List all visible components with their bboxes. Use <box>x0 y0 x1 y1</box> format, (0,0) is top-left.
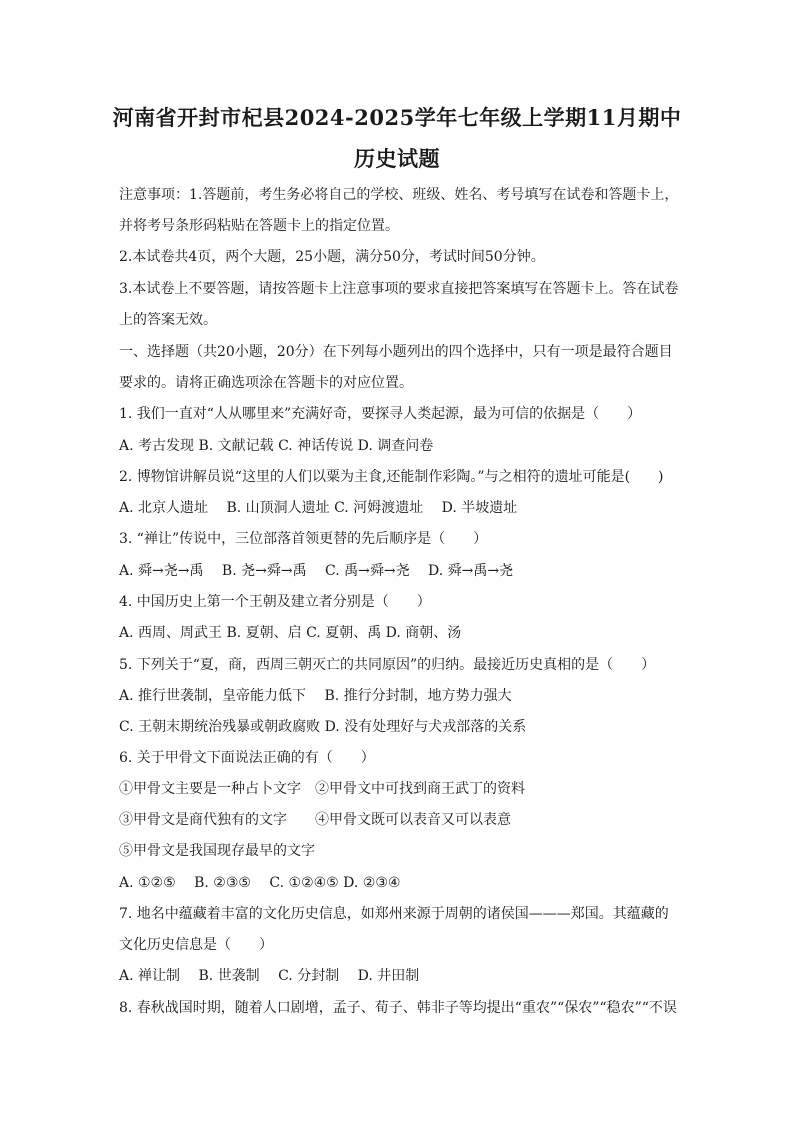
exam-title: 河南省开封市杞县2024-2025学年七年级上学期11月期中 <box>112 105 682 130</box>
notice-line-5: 上的答案无效。 <box>119 312 217 328</box>
exam-subtitle: 历史试题 <box>354 146 440 171</box>
notice-line-1: 注意事项：1.答题前，考生务必将自己的学校、班级、姓名、考号填写在试卷和答题卡上， <box>119 187 679 203</box>
question-1-options: A. 考古发现 B. 文献记载 C. 神话传说 D. 调查问卷 <box>119 438 434 454</box>
question-7-line-1: 7. 地名中蕴藏着丰富的文化历史信息，如郑州来源于周朝的诸侯国———郑国。其蕴藏的 <box>119 906 669 922</box>
question-6-statement-5: ⑤甲骨文是我国现存最早的文字 <box>119 843 315 859</box>
question-2-options: A. 北京人遗址 B. 山顶洞人遗址 C. 河姆渡遗址 D. 半坡遗址 <box>119 500 518 516</box>
question-3: 3. “禅让”传说中，三位部落首领更替的先后顺序是（ ） <box>119 531 488 547</box>
question-5-options-ab: A. 推行世袭制，皇帝能力低下 B. 推行分封制，地方势力强大 <box>119 688 512 704</box>
question-5: 5. 下列关于“夏，商，西周三朝灭亡的共同原因”的归纳。最接近历史真相的是（ ） <box>119 657 656 673</box>
question-6: 6. 关于甲骨文下面说法正确的有（ ） <box>119 750 375 766</box>
question-8-line-1: 8. 春秋战国时期，随着人口剧增，孟子、荀子、韩非子等均提出“重农”“保农”“稳农”“不误 <box>119 1000 677 1016</box>
section-heading-line-2: 要求的。请将正确选项涂在答题卡的对应位置。 <box>119 375 413 391</box>
question-6-statement-34: ③甲骨文是商代独有的文字 ④甲骨文既可以表音又可以表意 <box>119 812 511 828</box>
question-4: 4. 中国历史上第一个王朝及建立者分别是（ ） <box>119 594 431 610</box>
question-1: 1. 我们一直对“人从哪里来”充满好奇，要探寻人类起源，最为可信的依据是（ ） <box>119 406 642 422</box>
question-6-options: A. ①②⑤ B. ②③⑤ C. ①②④⑤ D. ②③④ <box>119 875 401 891</box>
question-7-line-2: 文化历史信息是（ ） <box>119 937 273 953</box>
question-7-options: A. 禅让制 B. 世袭制 C. 分封制 D. 井田制 <box>119 968 420 984</box>
notice-line-2: 并将考号条形码粘贴在答题卡上的指定位置。 <box>119 218 399 234</box>
notice-line-3: 2.本试卷共4页，两个大题，25小题，满分50分，考试时间50分钟。 <box>119 249 545 265</box>
question-2: 2. 博物馆讲解员说“这里的人们以粟为主食,还能制作彩陶。”与之相符的遗址可能是( ) <box>119 469 664 485</box>
question-3-options: A. 舜→尧→禹 B. 尧→舜→禹 C. 禹→舜→尧 D. 舜→禹→尧 <box>119 563 514 579</box>
question-5-options-cd: C. 王朝末期统治残暴或朝政腐败 D. 没有处理好与犬戎部落的关系 <box>119 719 527 735</box>
section-heading-line-1: 一、选择题（共20小题，20分）在下列每小题列出的四个选择中，只有一项是最符合题目 <box>119 344 673 360</box>
question-6-statement-12: ①甲骨文主要是一种占卜文字 ②甲骨文中可找到商王武丁的资料 <box>119 781 525 797</box>
notice-line-4: 3.本试卷上不要答题，请按答题卡上注意事项的要求直接把答案填写在答题卡上。答在试卷 <box>119 281 679 297</box>
question-4-options: A. 西周、周武王 B. 夏朝、启 C. 夏朝、禹 D. 商朝、汤 <box>119 625 462 641</box>
